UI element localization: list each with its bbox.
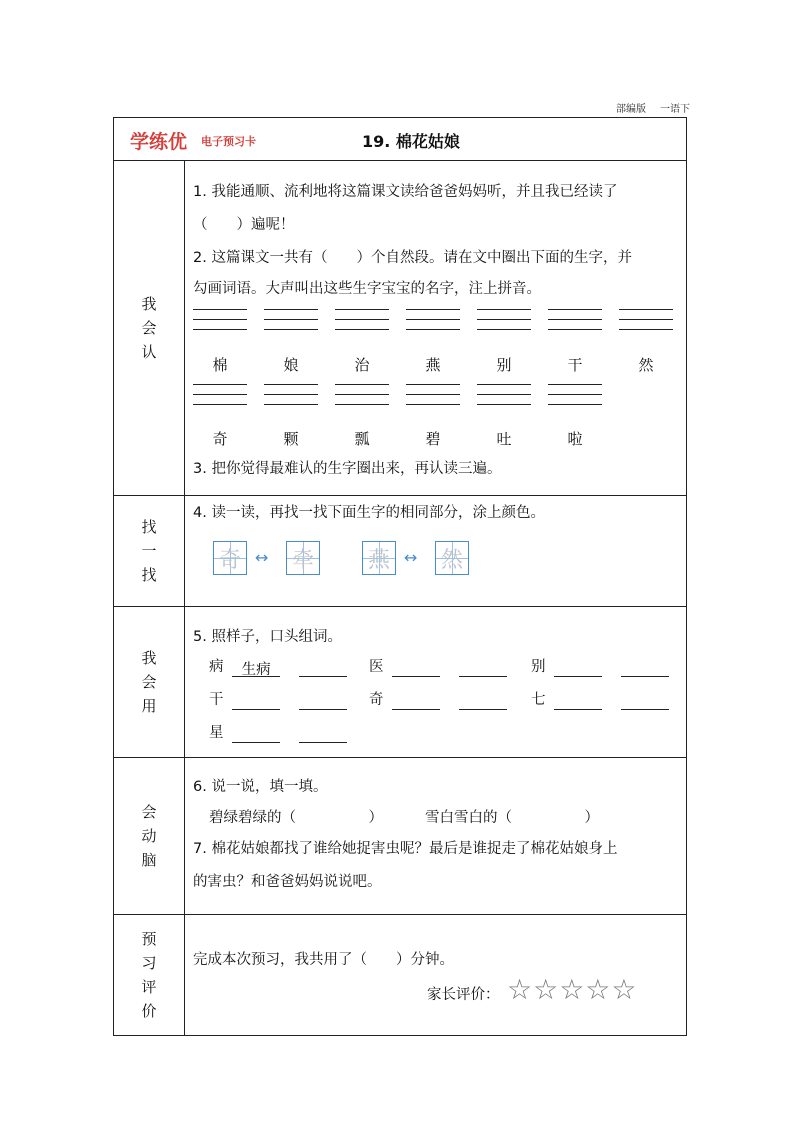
answer-blank[interactable] [392, 693, 440, 710]
pinyin-lines [335, 384, 389, 414]
question-6: 6. 说一说，填一填。 [193, 779, 328, 795]
word-row [531, 657, 669, 677]
word-row [209, 657, 347, 677]
preview-card [113, 117, 687, 1036]
word-char: 奇 [369, 692, 384, 708]
section-find [185, 496, 687, 607]
pinyin-lines [264, 384, 318, 414]
question-7-line1: 7. 棉花姑娘都找了谁给她捉害虫呢？最后是谁捉走了棉花姑娘身上 [193, 841, 618, 857]
brand-logo: 学练优 [130, 131, 188, 153]
section-label-find: 找 一 找 [114, 496, 185, 607]
char-item: 娘 [283, 356, 299, 374]
pinyin-lines [193, 309, 247, 339]
question-1-line1: 1. 我能通顺、流利地将这篇课文读给爸爸妈妈听，并且我已经读了 [193, 184, 618, 200]
char-item: 碧 [425, 430, 441, 448]
answer-blank[interactable] [392, 660, 440, 677]
card-subtitle: 电子预习卡 [201, 135, 256, 148]
question-1-line2: （ ）遍呢！ [193, 217, 295, 233]
pinyin-lines [548, 309, 602, 339]
word-char: 干 [209, 692, 224, 708]
word-char: 七 [531, 692, 546, 708]
star-rating[interactable]: ☆☆☆☆☆ [507, 973, 638, 1006]
char-item: 棉 [212, 356, 228, 374]
section-label-think: 会 动 脑 [114, 758, 185, 915]
answer-blank[interactable] [232, 693, 280, 710]
word-row [369, 657, 507, 677]
pinyin-lines [619, 309, 673, 339]
question-4: 4. 读一读，再找一找下面生字的相同部分，涂上颜色。 [193, 505, 545, 521]
pinyin-lines [335, 309, 389, 339]
section-use [185, 607, 687, 758]
word-row [369, 690, 507, 710]
char-item: 干 [567, 356, 583, 374]
word-char: 别 [531, 659, 546, 675]
double-arrow-icon: ↔ [255, 548, 269, 567]
answer-blank[interactable] [621, 660, 669, 677]
pinyin-lines [406, 384, 460, 414]
answer-blank[interactable] [299, 726, 347, 743]
edition-info [616, 100, 690, 115]
edition-publisher: 部编版 [616, 104, 646, 115]
pinyin-lines [264, 309, 318, 339]
tian-grid-char: 然 [435, 541, 469, 575]
lesson-title: 19. 棉花姑娘 [362, 132, 460, 151]
word-row [209, 723, 347, 743]
pinyin-lines [406, 309, 460, 339]
pinyin-lines [193, 384, 247, 414]
char-item: 燕 [425, 356, 441, 374]
char-item: 吐 [496, 430, 512, 448]
question-7-line2: 的害虫？和爸爸妈妈说说吧。 [193, 874, 382, 890]
word-char: 医 [369, 659, 384, 675]
section-label-review: 预 习 评 价 [114, 915, 185, 1036]
answer-blank[interactable] [621, 693, 669, 710]
answer-blank-example: 生病 [232, 660, 280, 677]
pinyin-lines [477, 309, 531, 339]
answer-blank[interactable] [554, 660, 602, 677]
double-arrow-icon: ↔ [404, 548, 418, 567]
tian-grid-char: 奇 [213, 541, 247, 575]
word-row [531, 690, 669, 710]
tian-grid-char: 牵 [286, 541, 320, 575]
char-item: 然 [638, 356, 654, 374]
answer-blank[interactable] [299, 693, 347, 710]
edition-grade: 一语下 [660, 104, 690, 115]
answer-blank[interactable] [459, 660, 507, 677]
tian-grid-char: 燕 [362, 541, 396, 575]
char-item: 瓢 [354, 430, 370, 448]
question-2-line1: 2. 这篇课文一共有（ ）个自然段。请在文中圈出下面的生字，并 [193, 250, 632, 266]
section-label-recognize: 我 会 认 [114, 161, 185, 496]
answer-blank[interactable] [299, 660, 347, 677]
char-item: 别 [496, 356, 512, 374]
section-label-use: 我 会 用 [114, 607, 185, 758]
fill-blank-2: 雪白雪白的（ ） [425, 810, 599, 826]
char-item: 颗 [283, 430, 299, 448]
answer-blank[interactable] [459, 693, 507, 710]
pinyin-lines [477, 384, 531, 414]
word-char: 病 [209, 659, 224, 675]
word-char: 星 [209, 725, 224, 741]
answer-blank[interactable] [232, 726, 280, 743]
pinyin-lines [548, 384, 602, 414]
question-5: 5. 照样子，口头组词。 [193, 629, 342, 645]
section-review [185, 915, 687, 1036]
word-row [209, 690, 347, 710]
card-header [114, 118, 687, 161]
parent-rating-label: 家长评价： [427, 987, 500, 1003]
section-think [185, 758, 687, 915]
char-item: 啦 [567, 430, 583, 448]
question-3: 3. 把你觉得最难认的生字圈出来，再认读三遍。 [193, 461, 502, 477]
time-spent: 完成本次预习，我共用了（ ）分钟。 [193, 952, 454, 968]
char-item: 奇 [212, 430, 228, 448]
section-recognize [185, 161, 687, 496]
question-2-line2: 勾画词语。大声叫出这些生字宝宝的名字，注上拼音。 [193, 281, 541, 297]
char-item: 治 [354, 356, 370, 374]
fill-blank-1: 碧绿碧绿的（ ） [209, 810, 383, 826]
answer-blank[interactable] [554, 693, 602, 710]
